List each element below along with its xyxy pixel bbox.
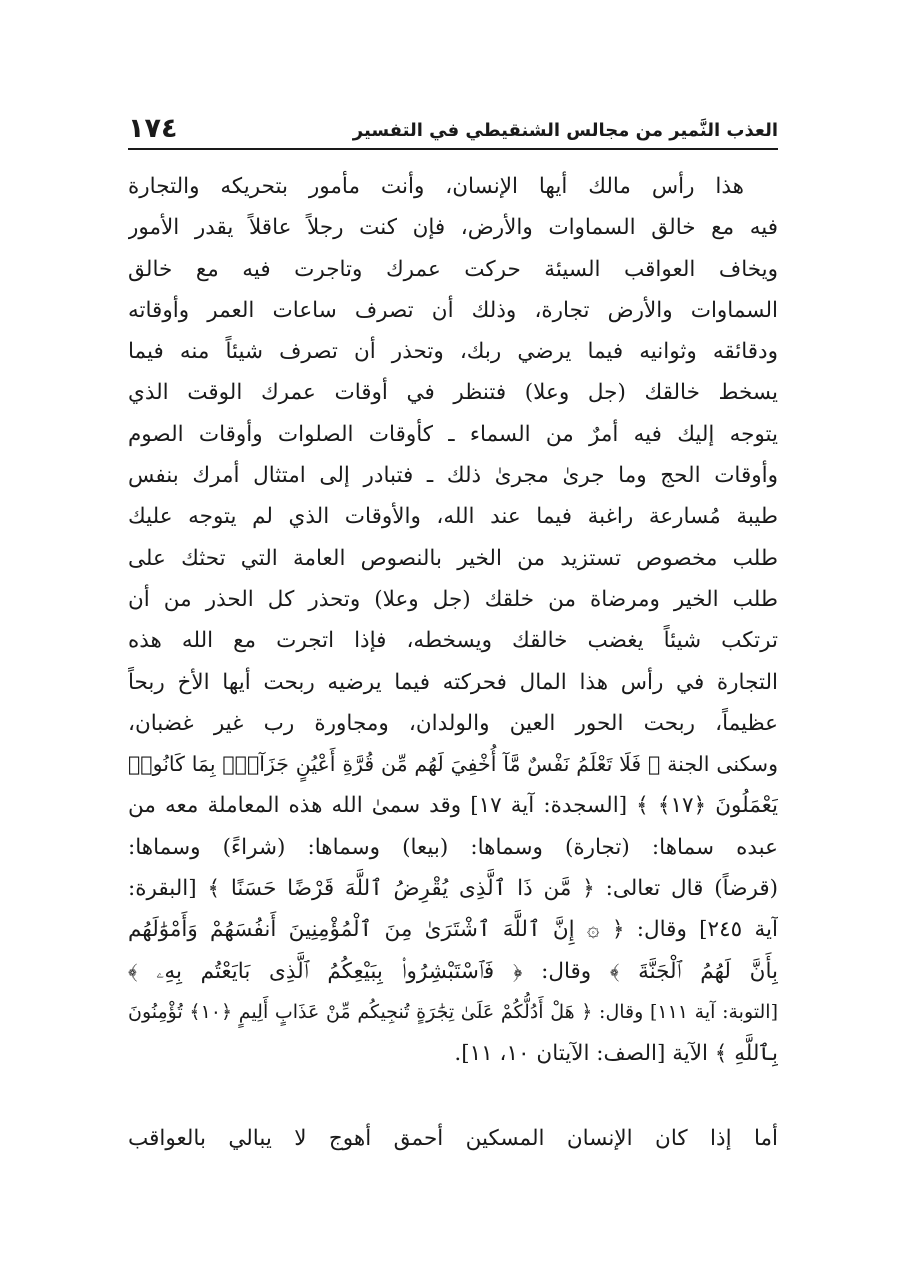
- text-line: عبده سماها: (تجارة) وسماها: (بيعا) وسماها: (شراءً) وسماها:: [128, 834, 778, 860]
- quran-verse-line: آية ٢٤٥] وقال: ﴿ ۞ إِنَّ ٱللَّهَ ٱشْتَرَىٰ مِنَ ٱلْمُؤْمِنِينَ أَنفُسَهُمْ وَأَمْوَٰلَهُم: [128, 917, 778, 943]
- quran-verse-line: يَعْمَلُونَ ﴿١٧﴾ ﴾ [السجدة: آية ١٧] وقد سمىٰ الله هذه المعاملة معه من: [128, 793, 778, 819]
- text-line: ترتكب شيئاً يغضب خالقك ويسخطه، فإذا اتجرت مع الله هذه: [128, 628, 778, 654]
- text-line: طلب الخير ومرضاة من خلقك (جل وعلا) وتحذر كل الحذر من أن: [128, 586, 778, 612]
- quran-verse-line: وسكنى الجنة ﴿ فَلَا تَعْلَمُ نَفْسٌ مَّآ أُخْفِيَ لَهُم مِّن قُرَّةِ أَعْيُنٍ جَزَآءًۢ بِمَا كَانُوا۟: [128, 752, 778, 777]
- text-line: فيه مع خالق السماوات والأرض، فإن كنت رجلاً عاقلاً يقدر الأمور: [128, 215, 778, 241]
- page-header: [128, 102, 778, 150]
- text-line: ويخاف العواقب السيئة حركت عمرك وتاجرت فيه مع خالق: [128, 256, 778, 282]
- quran-verse-line: [التوبة: آية ١١١] وقال: ﴿ هَلْ أَدُلُّكُمْ عَلَىٰ تِجَٰرَةٍ تُنجِيكُم مِّنْ عَذَابٍ أَلِيمٍ ﴿١٠﴾ تُؤْمِنُونَ: [128, 1000, 778, 1023]
- quran-verse-line: (قرضاً) قال تعالى: ﴿ مَّن ذَا ٱلَّذِى يُقْرِضُ ٱللَّهَ قَرْضًا حَسَنًا ﴾ [البقرة:: [128, 876, 778, 902]
- quran-verse-line: بِأَنَّ لَهُمُ ٱلْجَنَّةَ ﴾ وقال: ﴿ فَٱسْتَبْشِرُوا۟ بِبَيْعِكُمُ ٱلَّذِى بَايَعْتُم بِهِۦ ﴾: [128, 958, 778, 984]
- text-line: يسخط خالقك (جل وعلا) فتنظر في أوقات عمرك الوقت الذي: [128, 380, 778, 406]
- quran-verse-line: بِٱللَّهِ ﴾ الآية [الصف: الآيتان ١٠، ١١].: [454, 1041, 778, 1067]
- main-paragraph: [128, 166, 778, 1075]
- text-line: ودقائقه وثوانيه فيما يرضي ربك، وتحذر أن تصرف شيئاً منه فيما: [128, 339, 778, 365]
- text-line: يتوجه إليك فيه أمرٌ من السماء ـ كأوقات الصلوات وأوقات الصوم: [128, 421, 778, 447]
- text-line: السماوات والأرض تجارة، وذلك أن تصرف ساعات العمر وأوقاته: [128, 297, 778, 323]
- text-line: طيبة مُسارعة راغبة فيما عند الله، والأوقات الذي لم يتوجه عليك: [128, 504, 778, 530]
- closing-paragraph: [128, 1118, 778, 1159]
- text-line: التجارة في رأس هذا المال فحركته فيما يرضيه ربحت أيها الأخ ربحاً: [128, 669, 778, 695]
- text-line: أما إذا كان الإنسان المسكين أحمق أهوج لا يبالي بالعواقب: [128, 1126, 778, 1151]
- running-title: العذب النَّمير من مجالس الشنقيطي في التفسير: [352, 120, 778, 142]
- page-number: ١٧٤: [128, 113, 178, 144]
- text-line: وأوقات الحج وما جرىٰ مجرىٰ ذلك ـ فتبادر إلى امتثال أمرك بنفس: [128, 463, 778, 489]
- text-line: عظيماً، ربحت الحور العين والولدان، ومجاورة رب غير غضبان،: [128, 710, 778, 736]
- text-line: طلب مخصوص تستزيد من الخير بالنصوص العامة التي تحثك على: [128, 545, 778, 571]
- text-line: هذا رأس مالك أيها الإنسان، وأنت مأمور بتحريكه والتجارة: [128, 174, 744, 199]
